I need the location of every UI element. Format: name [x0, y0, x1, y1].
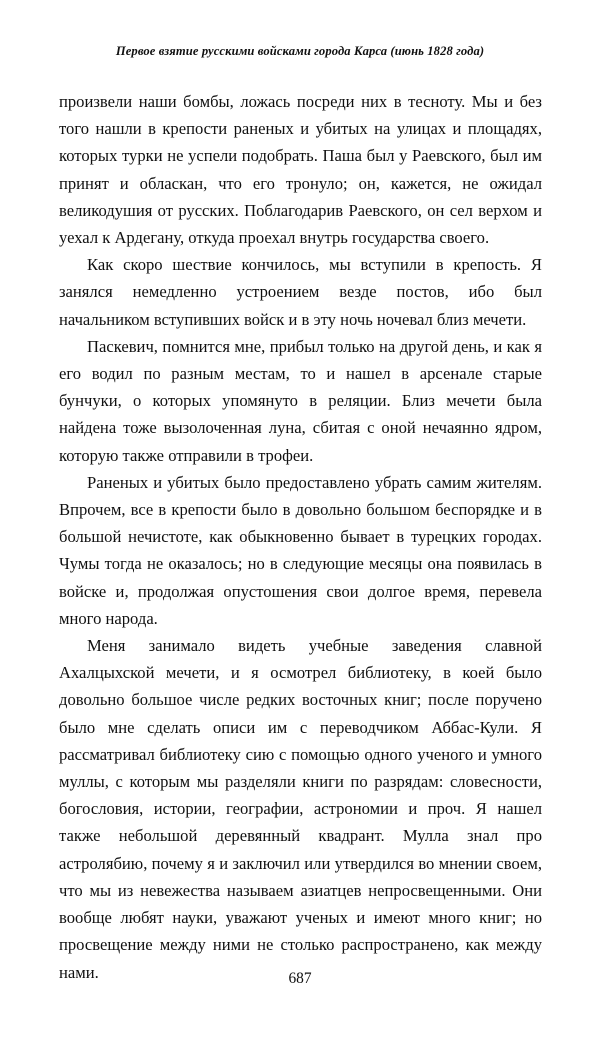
- paragraph: Паскевич, помнится мне, прибыл только на другой день, и как я его водил по разным местам, то и нашел в арсенале старые бунчуки, о которых упомянуто в реляции. Близ мечети была найдена тоже вызолоченная луна, сбитая с оной нечаянно ядром, которую также отправили в трофеи.: [59, 336, 542, 465]
- paragraph: произвели наши бомбы, ложась посреди них в тесноту. Мы и без того нашли в крепости раненых и убитых на улицах и площадях, которых турки не успели подобрать. Паша был у Раевского, был им принят и обласкан, что его тронуло; он, кажется, не ожидал великодушия от русских. Поблагодарив Раевского, он сел верхом и уехал к Ардегану, откуда проехал внутрь государства своего.: [59, 92, 542, 248]
- body-text: [59, 88, 542, 986]
- page-number: 687: [288, 970, 312, 987]
- paragraph: Меня занимало видеть учебные заведения славной Ахалцыхской мечети, и я осмотрел библиотеку, в коей было довольно большое числе редких восточных книг; после поручено было мне сделать описи им с переводчиком Аббас-Кули. Я рассматривал библиотеку сию с помощью одного ученого и умного муллы, с которым мы разделяли книги по разрядам: словесности, богословия, истории, географии, астрономии и проч. Я нашел также небольшой деревянный квадрант. Мулла знал про астролябию, почему я и заключил или утвердился во мнении своем, что мы из невежества называем азиатцев непросвещенными. Они вообще любят науки, уважают ученых и имеют много книг; но просвещение между ними не столько распространено, как между нами.: [59, 636, 542, 982]
- running-head: Первое взятие русскими войсками города Карса (июнь 1828 года): [115, 44, 485, 58]
- paragraph: Как скоро шествие кончилось, мы вступили в крепость. Я занялся немедленно устроением везде постов, ибо был начальником вступивших войск и в эту ночь ночевал близ мечети.: [59, 255, 542, 329]
- paragraph: Раненых и убитых было предоставлено убрать самим жителям. Впрочем, все в крепости было в довольно большом беспорядке и в большой нечистоте, как обыкновенно бывает в турецких городах. Чумы тогда не оказалось; но в следующие месяцы она появилась в войске и, продолжая опустошения свои долгое время, перевела много народа.: [59, 472, 542, 628]
